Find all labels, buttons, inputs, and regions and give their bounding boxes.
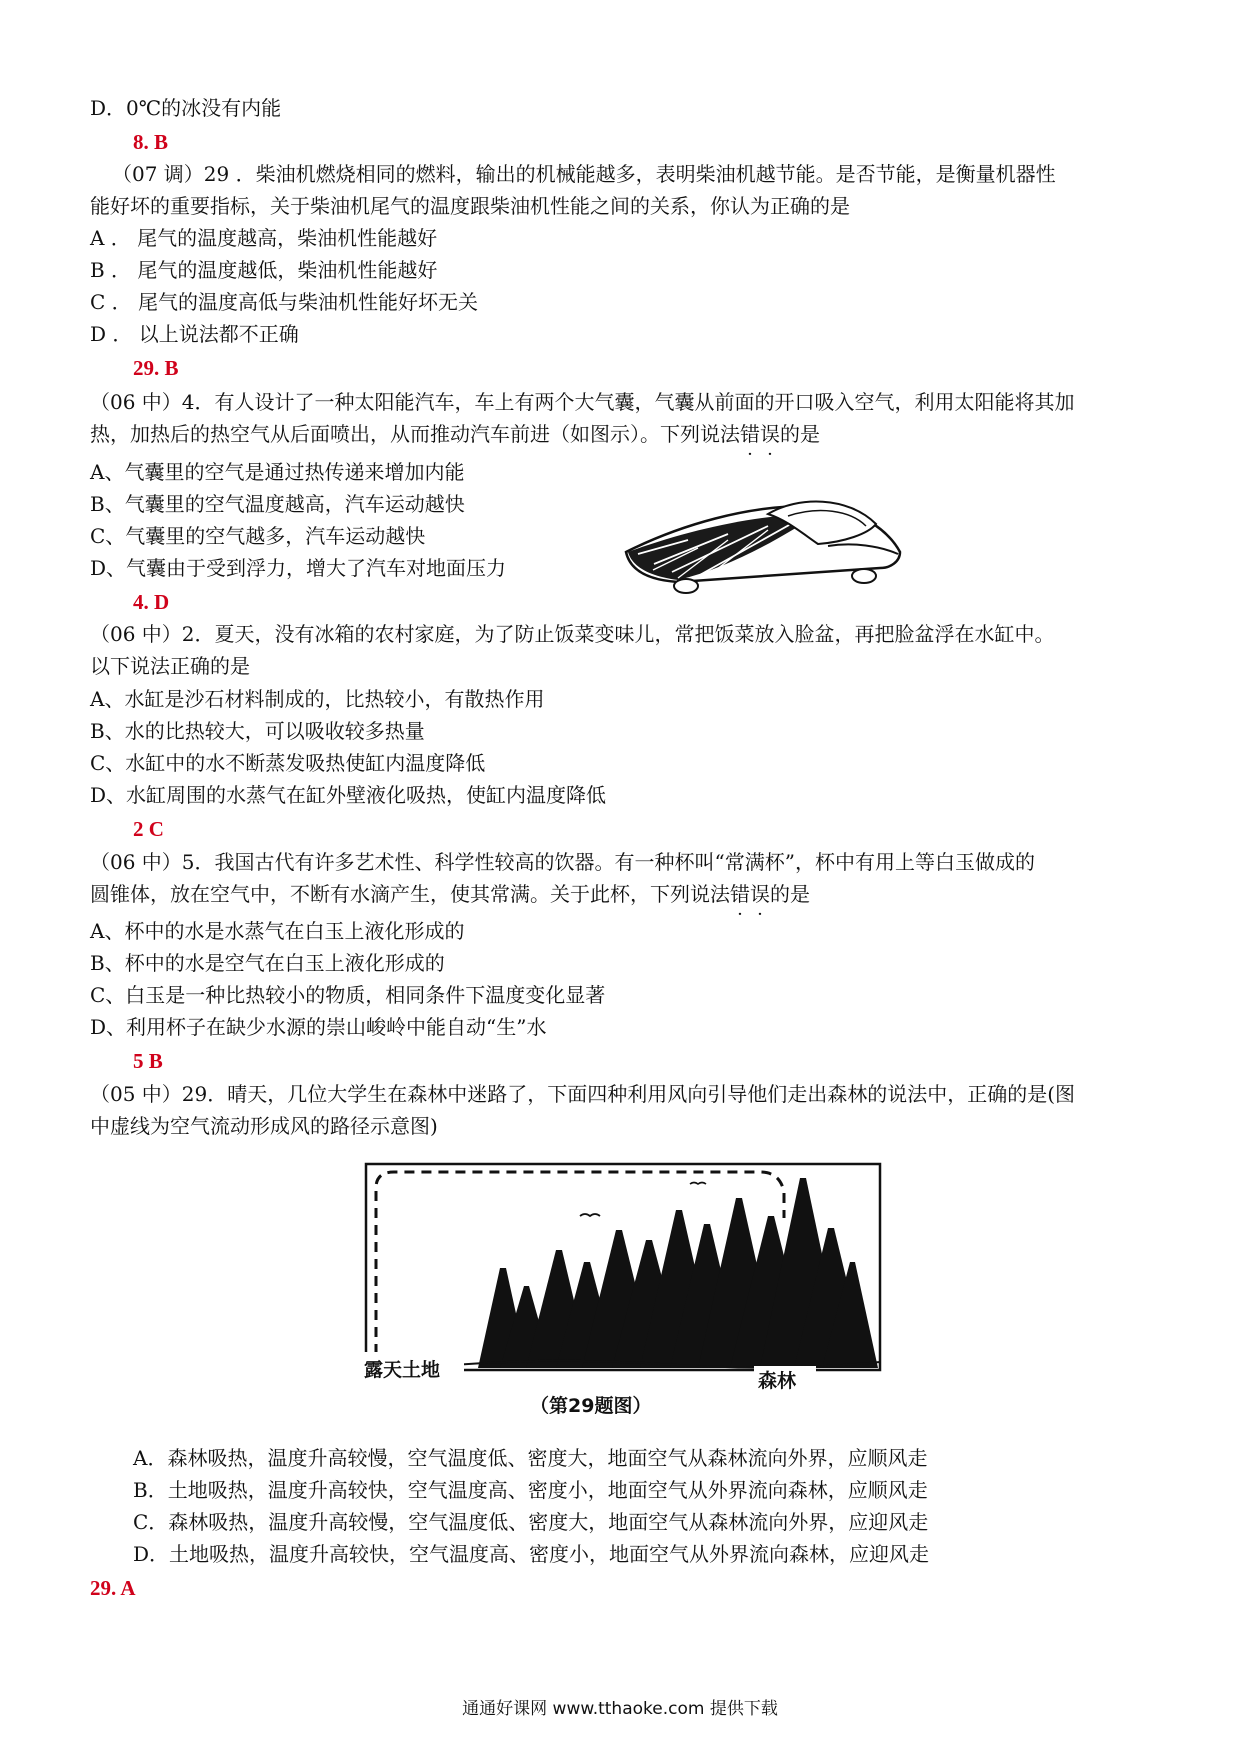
q29b-option-a: A．森林吸热，温度升高较慢，空气温度低、密度大，地面空气从森林流向外界，应顺风走 — [133, 1446, 928, 1470]
label-forest: 森林 — [758, 1370, 797, 1392]
q29b-stem-2: 中虚线为空气流动形成风的路径示意图) — [90, 1114, 438, 1138]
q29a-stem-1: （07 调）29 ．柴油机燃烧相同的燃料，输出的机械能越多，表明柴油机越节能。是否节能，是衡量机器性 — [112, 162, 1056, 186]
q2-stem-2: 以下说法正确的是 — [90, 654, 250, 678]
q5-option-a: A、杯中的水是水蒸气在白玉上液化形成的 — [90, 919, 465, 943]
q2-option-a: A、水缸是沙石材料制成的，比热较小，有散热作用 — [90, 687, 545, 711]
answer-2: 2 C — [133, 817, 164, 841]
answer-4: 4. D — [133, 590, 170, 614]
answer-29b: 29. A — [90, 1576, 136, 1600]
q29b-stem-1: （05 中）29．晴天，几位大学生在森林中迷路了，下面四种利用风向引导他们走出森林的说法中，正确的是(图 — [90, 1082, 1076, 1106]
q4-stem-2: 热，加热后的热空气从后面喷出，从而推动汽车前进（如图示）。下列说法错误的是 — [90, 422, 820, 446]
q4-option-b: B、气囊里的空气温度越高，汽车运动越快 — [90, 492, 465, 516]
q29b-option-d: D．土地吸热，温度升高较快，空气温度高、密度小，地面空气从外界流向森林，应迎风走 — [133, 1542, 930, 1566]
q2-option-d: D、水缸周围的水蒸气在缸外壁液化吸热，使缸内温度降低 — [90, 783, 607, 807]
emphasis-mark: 错 — [730, 882, 750, 906]
q2-stem-1: （06 中）2．夏天，没有冰箱的农村家庭，为了防止饭菜变味儿，常把饭菜放入脸盆，再把脸盆浮在水缸中。 — [90, 622, 1055, 646]
q29b-option-c: C．森林吸热，温度升高较慢，空气温度低、密度大，地面空气从森林流向外界，应迎风走 — [133, 1510, 929, 1534]
q29a-stem-2: 能好坏的重要指标，关于柴油机尾气的温度跟柴油机性能之间的关系，你认为正确的是 — [90, 194, 850, 218]
emphasis-mark: 误 — [760, 422, 780, 446]
forest-wind-diagram — [360, 1158, 890, 1414]
answer-5: 5 B — [133, 1049, 163, 1073]
page-footer: 通通好课网 www.tthaoke.com 提供下载 — [462, 1699, 778, 1719]
q4-option-a: A、气囊里的空气是通过热传递来增加内能 — [90, 460, 465, 484]
q4-option-c: C、气囊里的空气越多，汽车运动越快 — [90, 524, 426, 548]
option-d-ice: D．0℃的冰没有内能 — [90, 96, 282, 120]
q2-option-c: C、水缸中的水不断蒸发吸热使缸内温度降低 — [90, 751, 486, 775]
q4-stem-1: （06 中）4．有人设计了一种太阳能汽车，车上有两个大气囊，气囊从前面的开口吸入空气，利用太阳能将其加 — [90, 390, 1075, 414]
q29a-option-b: B ． 尾气的温度越低，柴油机性能越好 — [90, 258, 438, 282]
label-open-land: 露天土地 — [364, 1359, 441, 1381]
figure-caption: （第29题图） — [530, 1395, 652, 1414]
q4-option-d: D、气囊由于受到浮力，增大了汽车对地面压力 — [90, 556, 507, 580]
solar-car-illustration — [618, 490, 908, 600]
q29a-option-d: D ． 以上说法都不正确 — [90, 322, 299, 346]
q29b-option-b: B．土地吸热，温度升高较快，空气温度高、密度小，地面空气从外界流向森林，应顺风走 — [133, 1478, 928, 1502]
q5-stem-1: （06 中）5．我国古代有许多艺术性、科学性较高的饮器。有一种杯叫“常满杯”，杯中有用上等白玉做成的 — [90, 850, 1035, 874]
answer-29a: 29. B — [133, 356, 179, 380]
q5-option-d: D、利用杯子在缺少水源的崇山峻岭中能自动“生”水 — [90, 1015, 547, 1039]
q2-option-b: B、水的比热较大，可以吸收较多热量 — [90, 719, 425, 743]
q29a-option-c: C ． 尾气的温度高低与柴油机性能好坏无关 — [90, 290, 479, 314]
q29a-option-a: A ． 尾气的温度越高，柴油机性能越好 — [90, 226, 438, 250]
q5-option-b: B、杯中的水是空气在白玉上液化形成的 — [90, 951, 445, 975]
emphasis-mark: 错 — [740, 422, 760, 446]
answer-8: 8. B — [133, 130, 169, 154]
q5-option-c: C、白玉是一种比热较小的物质，相同条件下温度变化显著 — [90, 983, 606, 1007]
q5-stem-2: 圆锥体，放在空气中，不断有水滴产生，使其常满。关于此杯，下列说法错误的是 — [90, 882, 810, 906]
emphasis-mark: 误 — [750, 882, 770, 906]
